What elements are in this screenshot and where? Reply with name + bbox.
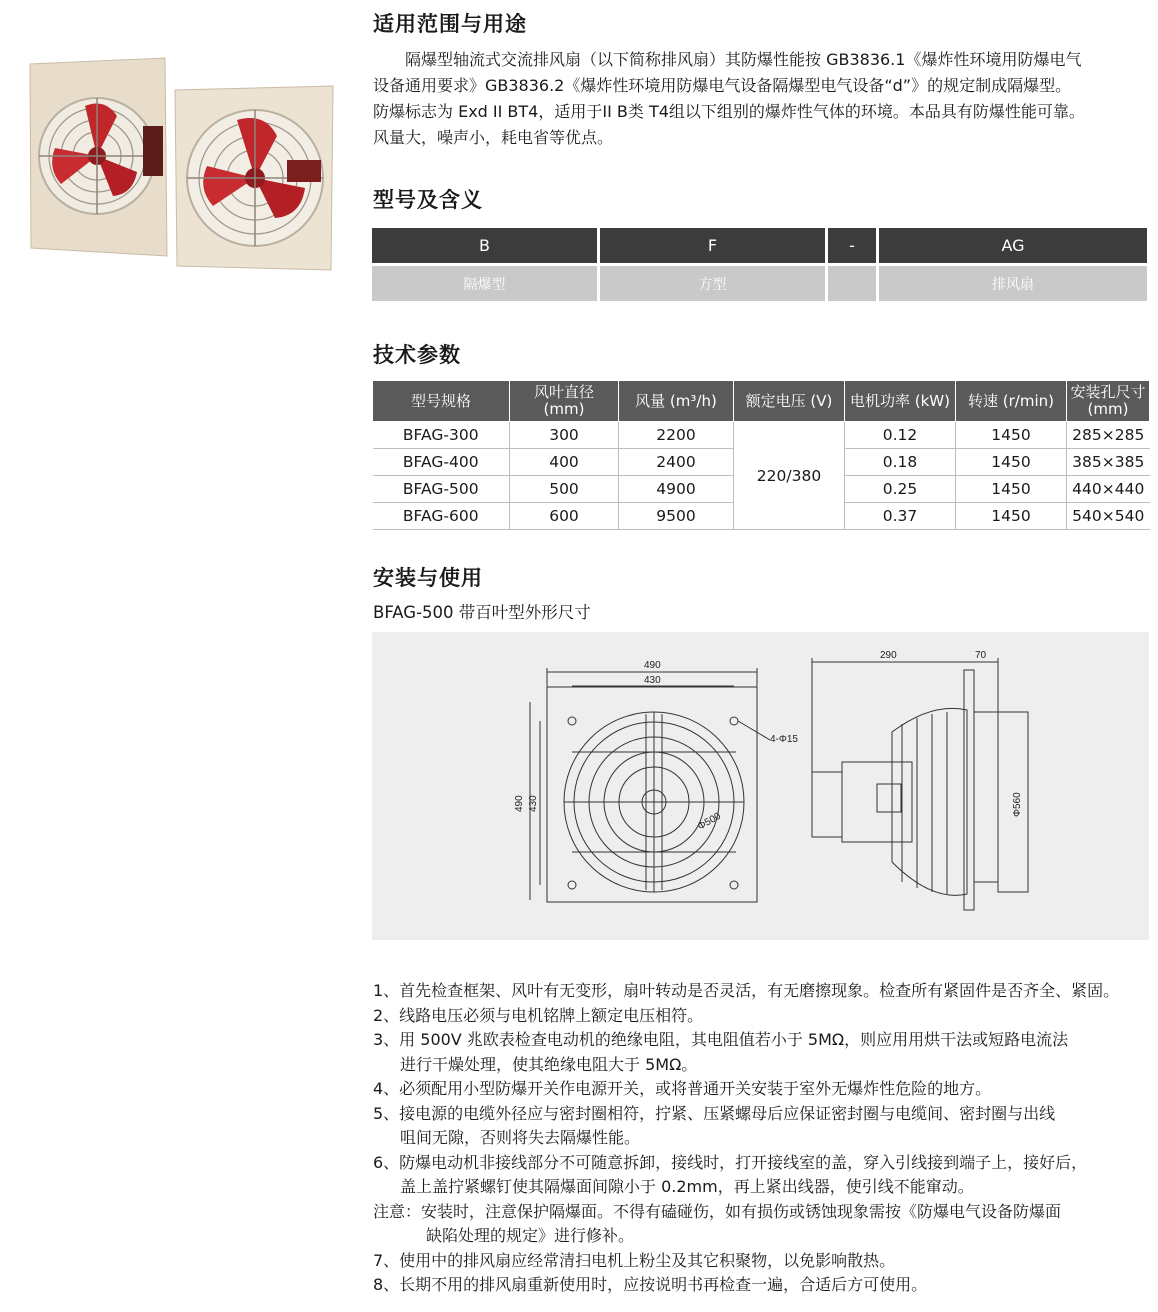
scope-line-3: 防爆标志为 Exd II BT4，适用于II B类 T4组以下组别的爆炸性气体的环境。本品具有防爆性能可靠。: [373, 102, 1085, 121]
dim-dia-560: Φ560: [1012, 792, 1023, 817]
cell-power: 0.37: [845, 503, 956, 530]
note-6: 6、防爆电动机非接线部分不可随意拆卸，接线时，打开接线室的盖，穿入引线接到端子上，接好后， 盖上盖拧紧螺钉使其隔爆面间隙小于 0.2mm，再上紧出线器，使引线不能窜动。: [373, 1152, 1088, 1196]
fan-unit-right: [175, 86, 333, 270]
cell-speed: 1450: [956, 476, 1067, 503]
th-hole: 安装孔尺寸 (mm): [1067, 381, 1150, 422]
model-meaning-ag: 排风扇: [879, 266, 1147, 301]
section-title-model: 型号及含义: [373, 188, 483, 212]
cell-hole: 540×540: [1067, 503, 1150, 530]
model-meaning-dash: [828, 266, 876, 301]
tech-header-row: [373, 381, 1150, 422]
scope-paragraph: [373, 47, 1153, 151]
note-2: 2、线路电压必须与电机铭牌上额定电压相符。: [373, 1005, 704, 1025]
model-code-b: B: [372, 228, 597, 263]
scope-line-4: 风量大，噪声小，耗电省等优点。: [373, 128, 614, 147]
dim-490-top: 490: [644, 660, 661, 671]
dim-70: 70: [975, 650, 987, 661]
cell-hole: 385×385: [1067, 449, 1150, 476]
product-photo: [25, 56, 340, 274]
note-caution: 注意：安装时，注意保护隔爆面。不得有磕碰伤，如有损伤或锈蚀现象需按《防爆电气设备防爆面 缺陷处理的规定》进行修补。: [373, 1201, 1062, 1245]
cell-model: BFAG-400: [373, 449, 510, 476]
tech-params-table: [372, 380, 1150, 530]
cell-airflow: 2400: [619, 449, 734, 476]
cell-speed: 1450: [956, 449, 1067, 476]
model-code-dash: -: [828, 228, 876, 263]
cell-power: 0.25: [845, 476, 956, 503]
note-1: 1、首先检查框架、风叶有无变形，扇叶转动是否灵活，有无磨擦现象。检查所有紧固件是否齐全、紧固。: [373, 981, 1120, 1000]
model-meaning-f: 方型: [600, 266, 825, 301]
cell-model: BFAG-300: [373, 422, 510, 449]
cell-speed: 1450: [956, 422, 1067, 449]
cell-speed: 1450: [956, 503, 1067, 530]
th-speed: 转速 (r/min): [956, 381, 1067, 422]
note-7: 7、使用中的排风扇应经常清扫电机上粉尘及其它积聚物，以免影响散热。: [373, 1250, 896, 1270]
dim-dia-500: Φ500: [696, 810, 723, 833]
note-5: 5、接电源的电缆外径应与密封圈相符，拧紧、压紧螺母后应保证密封圈与电缆间、密封圈与出线 咀间无隙，否则将失去隔爆性能。: [373, 1103, 1056, 1147]
note-3: 3、用 500V 兆欧表检查电动机的绝缘电阻，其电阻值若小于 5MΩ，则应用用烘干法或短路电流法 进行干燥处理，使其绝缘电阻大于 5MΩ。: [373, 1030, 1069, 1074]
usage-notes: [373, 979, 1153, 1298]
scope-line-2: 设备通用要求》GB3836.2《爆炸性环境用防爆电气设备隔爆型电气设备“d”》的规定制成隔爆型。: [373, 76, 1072, 95]
note-8: 8、长期不用的排风扇重新使用时，应按说明书再检查一遍，合适后方可使用。: [373, 1275, 928, 1294]
fan-unit-left: [30, 58, 167, 256]
cell-airflow: 2200: [619, 422, 734, 449]
th-power: 电机功率 (kW): [845, 381, 956, 422]
cell-model: BFAG-500: [373, 476, 510, 503]
cell-power: 0.12: [845, 422, 956, 449]
cell-model: BFAG-600: [373, 503, 510, 530]
dim-430-left: 430: [528, 795, 539, 812]
th-model: 型号规格: [373, 381, 510, 422]
cell-diameter: 400: [510, 449, 619, 476]
cell-diameter: 600: [510, 503, 619, 530]
dim-holes: 4-Φ15: [770, 734, 798, 745]
dim-490-left: 490: [514, 795, 525, 812]
cell-airflow: 9500: [619, 503, 734, 530]
cell-hole: 440×440: [1067, 476, 1150, 503]
dimension-drawing: [372, 632, 1149, 940]
cell-diameter: 300: [510, 422, 619, 449]
th-airflow: 风量 (m³/h): [619, 381, 734, 422]
front-frame: [547, 687, 757, 902]
table-row: [373, 422, 1150, 449]
cell-hole: 285×285: [1067, 422, 1150, 449]
section-title-tech: 技术参数: [373, 343, 461, 367]
model-code-f: F: [600, 228, 825, 263]
section-title-install: 安装与使用: [373, 566, 483, 590]
model-code-row: [372, 228, 1147, 263]
note-4: 4、必须配用小型防爆开关作电源开关，或将普通开关安装于室外无爆炸性危险的地方。: [373, 1079, 992, 1098]
cell-diameter: 500: [510, 476, 619, 503]
model-meaning-b: 隔爆型: [372, 266, 597, 301]
cell-airflow: 4900: [619, 476, 734, 503]
th-voltage: 额定电压 (V): [734, 381, 845, 422]
dim-290: 290: [880, 650, 897, 661]
section-title-scope: 适用范围与用途: [373, 12, 527, 36]
scope-line-1: 隔爆型轴流式交流排风扇（以下简称排风扇）其防爆性能按 GB3836.1《爆炸性环境用防爆电气: [405, 50, 1082, 69]
model-code-ag: AG: [879, 228, 1147, 263]
cell-voltage: 220/380: [734, 422, 845, 530]
cell-power: 0.18: [845, 449, 956, 476]
dim-430-top: 430: [644, 675, 661, 686]
drawing-caption: BFAG-500 带百叶型外形尺寸: [373, 603, 591, 622]
model-meaning-row: [372, 266, 1147, 301]
th-diameter: 风叶直径 (mm): [510, 381, 619, 422]
